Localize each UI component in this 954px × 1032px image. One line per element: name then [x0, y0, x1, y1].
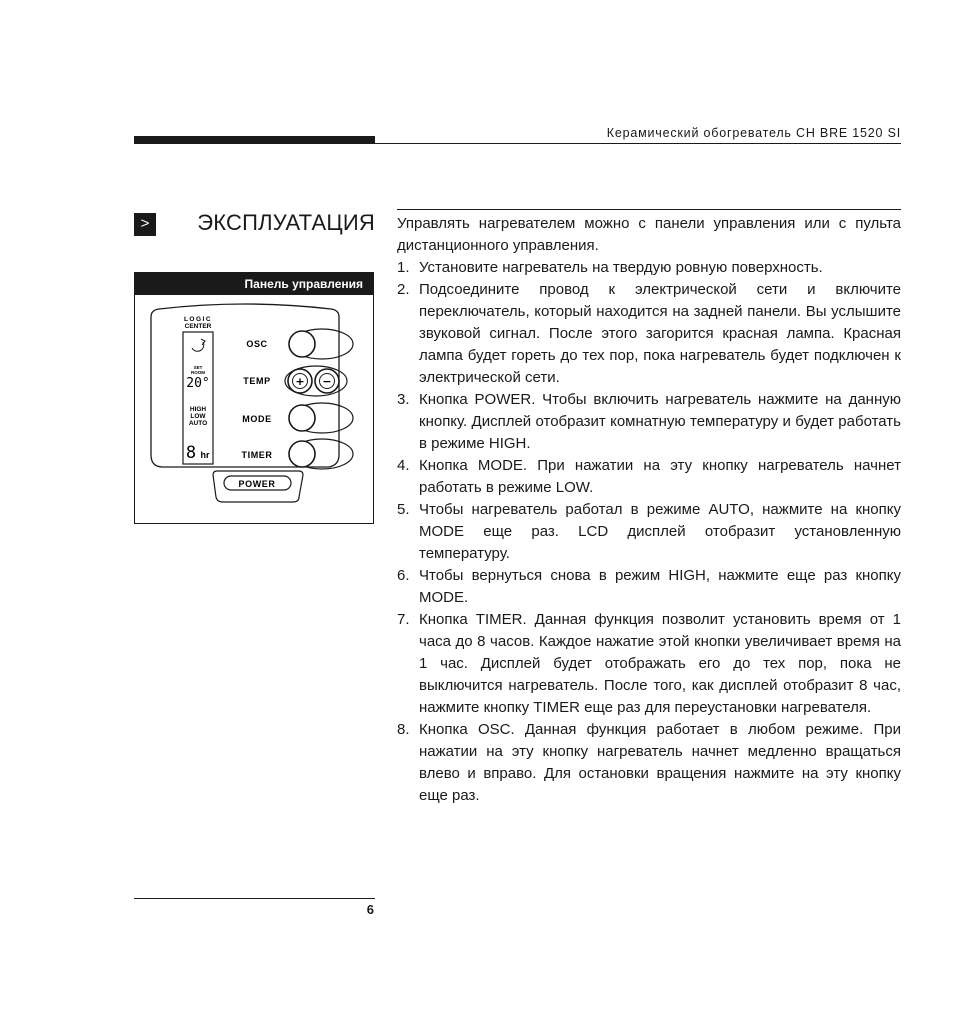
list-item	[397, 455, 901, 499]
instruction-list	[397, 257, 901, 807]
instructions-body	[397, 213, 901, 807]
osc-button[interactable]	[289, 329, 353, 359]
step-text: Кнопка OSC. Данная функция работает в любом режиме. При нажатии на эту кнопку нагреватель начнет медленно вращаться влево и вправо. Для остановки вращения нажмите на эту кнопку еще раз.	[419, 721, 901, 804]
temp-up-button[interactable]	[288, 369, 312, 393]
list-item	[397, 719, 901, 807]
mode-auto-indicator: AUTO	[188, 420, 208, 427]
section-arrow-icon: >	[134, 213, 156, 236]
mode-low-indicator: LOW	[190, 413, 206, 420]
control-panel-illustration	[135, 295, 373, 523]
power-label: POWER	[238, 479, 276, 489]
osc-label: OSC	[246, 339, 268, 349]
footer-rule	[134, 898, 375, 899]
step-text: Чтобы нагреватель работал в режиме AUTO, нажмите на кнопку MODE еще раз. LCD дисплей отобразит установленную температуру.	[419, 501, 901, 562]
document-title: Керамический обогреватель CH BRE 1520 SI	[606, 126, 901, 140]
power-button[interactable]	[213, 471, 303, 502]
timer-label: TIMER	[241, 450, 273, 460]
list-item	[397, 257, 901, 279]
step-number: 7.	[397, 611, 410, 628]
set-label: SET	[193, 365, 203, 370]
mode-button[interactable]	[289, 403, 353, 433]
step-text: Кнопка TIMER. Данная функция позволит установить время от 1 часа до 8 часов. Каждое нажатие этой кнопки увеличивает время на 1 час. Дисплей будет отображать его до тех пор, пока не выключится нагреватель. После того, как дисплей отобразит 8 час, нажмите кнопку TIMER еще раз для переустановки нагревателя.	[419, 611, 901, 716]
logo-line1: LOGIC	[183, 316, 213, 323]
step-text: Подсоедините провод к электрической сети и включите переключатель, который находится на задней панели. Вы услышите звуковой сигнал. После этого загорится красная лампа. Красная лампа будет гореть до тех пор, пока нагреватель будет подключен к электрической сети.	[419, 281, 901, 386]
temp-down-button[interactable]	[315, 369, 339, 393]
timer-unit: hr	[200, 450, 210, 460]
step-number: 3.	[397, 391, 410, 408]
step-text: Кнопка POWER. Чтобы включить нагреватель нажмите на данную кнопку. Дисплей отобразит комнатную температуру и будет работать в режиме HIGH.	[419, 391, 901, 452]
timer-button[interactable]	[289, 439, 353, 469]
temp-label: TEMP	[243, 376, 271, 386]
room-label: ROOM	[191, 370, 205, 375]
step-text: Кнопка MODE. При нажатии на эту кнопку нагреватель начнет работать в режиме LOW.	[419, 457, 901, 496]
list-item	[397, 389, 901, 455]
minus-icon: −	[322, 375, 332, 388]
oscillation-icon	[192, 339, 205, 351]
header-bar	[134, 136, 375, 144]
mode-high-indicator: HIGH	[189, 406, 207, 413]
list-item	[397, 499, 901, 565]
plus-icon: +	[295, 375, 305, 388]
mode-label: MODE	[242, 414, 272, 424]
step-text: Чтобы вернуться снова в режим HIGH, нажмите еще раз кнопку MODE.	[419, 567, 901, 606]
step-number: 6.	[397, 567, 410, 584]
step-number: 2.	[397, 281, 410, 298]
control-panel-figure	[134, 272, 374, 524]
section-rule	[397, 209, 901, 210]
step-number: 5.	[397, 501, 410, 518]
list-item	[397, 565, 901, 609]
timer-digit: 8	[185, 443, 197, 463]
step-number: 4.	[397, 457, 410, 474]
logo-line2: CENTER	[184, 323, 212, 330]
page-number: 6	[366, 902, 374, 917]
list-item	[397, 279, 901, 389]
section-title: ЭКСПЛУАТАЦИЯ	[197, 210, 375, 235]
list-item	[397, 609, 901, 719]
step-number: 8.	[397, 721, 410, 738]
header-rule	[375, 143, 901, 144]
intro-paragraph: Управлять нагревателем можно с панели управления или с пульта дистанционного управления.	[397, 215, 901, 254]
step-text: Установите нагреватель на твердую ровную поверхность.	[419, 259, 823, 276]
step-number: 1.	[397, 259, 410, 276]
temperature-readout: 20°	[186, 376, 210, 391]
figure-caption: Панель управления	[135, 273, 373, 295]
